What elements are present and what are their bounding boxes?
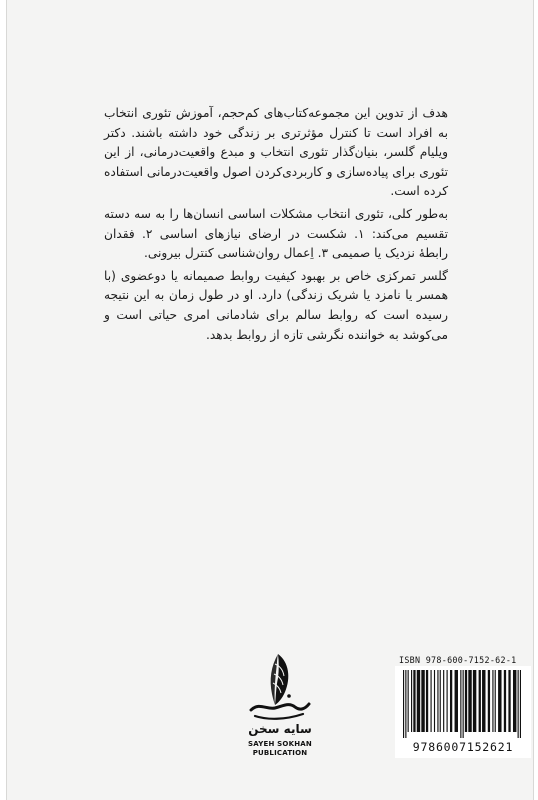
blurb-paragraph-1: هدف از تدوین این مجموعه‌کتاب‌های کم‌حجم، آموزش تئوری انتخاب به افراد است تا کنترل مؤثرتری بر زندگی خود داشته باشند. دکتر ویلیام گلسر، بنیان‌گذار تئوری انتخاب و مبدع واقعیت‌درمانی، از این تئوری برای پیاده‌سازی و کاربردی‌کردن اصول واقعیت‌درمانی استفاده کرده است.	[104, 106, 448, 199]
blurb-text	[104, 104, 448, 348]
publisher-logo	[245, 652, 315, 772]
isbn-label: ISBN 978-600-7152-62-1	[399, 655, 517, 665]
isbn-barcode	[395, 666, 531, 758]
publisher-name-english-line2: PUBLICATION	[252, 749, 308, 757]
publisher-name-persian: سایه سخن	[248, 722, 312, 736]
book-back-cover	[6, 0, 534, 800]
publisher-name-english	[235, 740, 325, 758]
barcode-bars	[401, 670, 525, 738]
barcode-number: 9786007152621	[412, 740, 514, 754]
blurb-paragraph-3: گلسر تمرکزی خاص بر بهبود کیفیت روابط صمیمانه یا دوعضوی (با همسر یا نامزد یا شریک زندگی) دارد. او در طول زمان به این نتیجه رسیده است که روابط سالم برای شادمانی امری حیاتی است و می‌کوشد به خواننده نگرشی تازه از روابط بدهد.	[104, 268, 448, 342]
feather-quill-icon	[245, 652, 315, 724]
publisher-name-english-line1: SAYEH SOKHAN	[248, 740, 312, 748]
blurb-paragraph-2: به‌طور کلی، تئوری انتخاب مشکلات اساسی انسان‌ها را به سه دسته تقسیم می‌کند: ۱. شکست در ارضای نیازهای اساسی ۲. فقدان رابطهٔ نزدیک یا صمیمی ۳. اِعمال روان‌شناسی کنترل بیرونی.	[104, 206, 448, 261]
